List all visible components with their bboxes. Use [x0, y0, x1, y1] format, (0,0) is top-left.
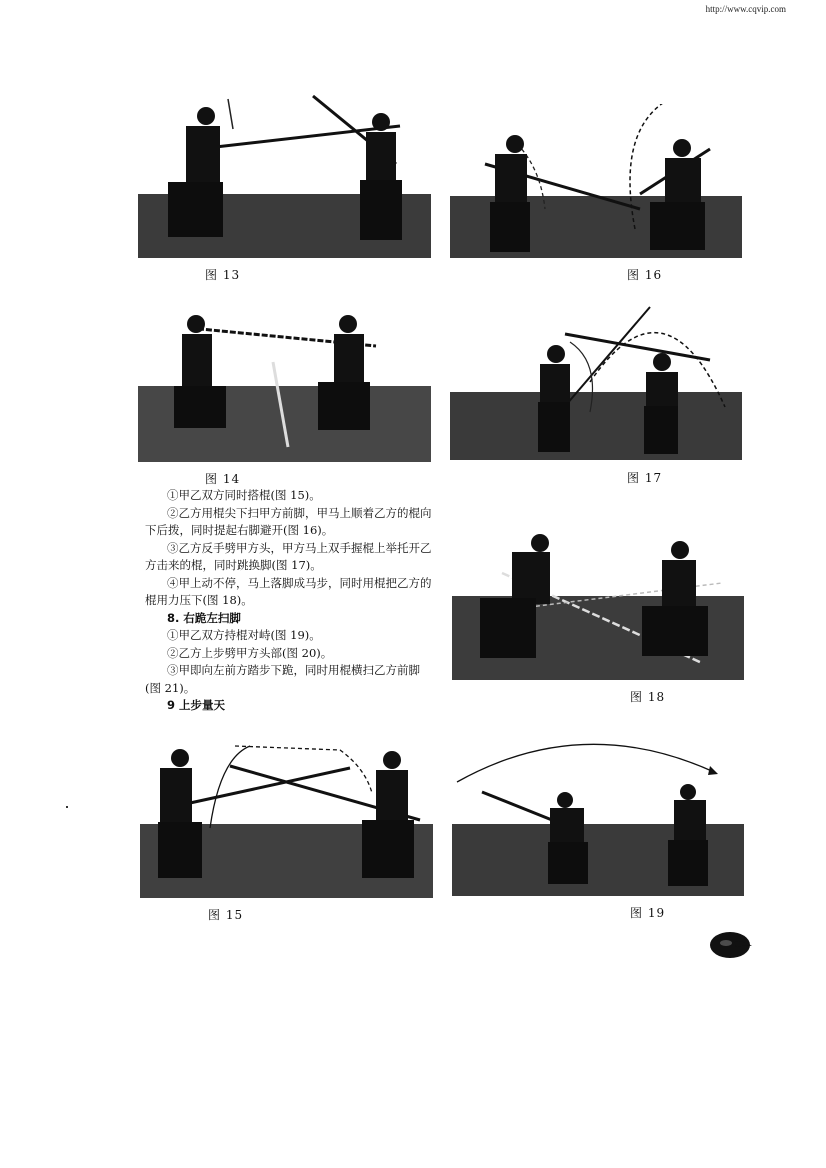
photo-figure-17 — [450, 292, 742, 460]
body-text — [145, 487, 435, 715]
caption-figure-14: 图 14 — [205, 472, 241, 486]
page-corner-marker — [708, 930, 754, 960]
section-heading: 9 上步量天 — [167, 698, 226, 712]
caption-figure-15: 图 15 — [208, 908, 244, 922]
photo-figure-13 — [138, 94, 431, 258]
paragraph: ②乙方用棍尖下扫甲方前脚，甲马上顺着乙方的棍向下后拨，同时提起右脚避开(图 16)。 — [145, 505, 432, 537]
caption-figure-19: 图 19 — [630, 906, 666, 920]
photo-figure-15 — [140, 738, 433, 898]
photo-figure-16 — [450, 104, 742, 258]
caption-figure-17: 图 17 — [627, 471, 663, 485]
paragraph: ②乙方上步劈甲方头部(图 20)。 — [167, 645, 333, 660]
paragraph: ④甲上动不停，马上落脚成马步，同时用棍把乙方的棍用力压下(图 18)。 — [145, 575, 432, 607]
paragraph: ③甲即向左前方踏步下跪，同时用棍横扫乙方前脚(图 21)。 — [145, 663, 420, 695]
section-heading: 8. 右跪左扫脚 — [167, 610, 241, 625]
photo-figure-14 — [138, 302, 431, 462]
caption-figure-13: 图 13 — [205, 268, 241, 282]
caption-figure-16: 图 16 — [627, 268, 663, 282]
photo-figure-19 — [452, 742, 744, 896]
paragraph: ③乙方反手劈甲方头，甲方马上双手握棍上举托开乙方击来的棍，同时跳换脚(图 17)。 — [145, 540, 432, 572]
photo-figure-18 — [452, 528, 744, 680]
caption-figure-18: 图 18 — [630, 690, 666, 704]
paragraph: ①甲乙双方持棍对峙(图 19)。 — [167, 628, 321, 642]
paragraph: ①甲乙双方同时搭棍(图 15)。 — [167, 488, 321, 502]
stray-mark — [66, 806, 68, 808]
source-url: http://www.cqvip.com — [705, 4, 786, 14]
